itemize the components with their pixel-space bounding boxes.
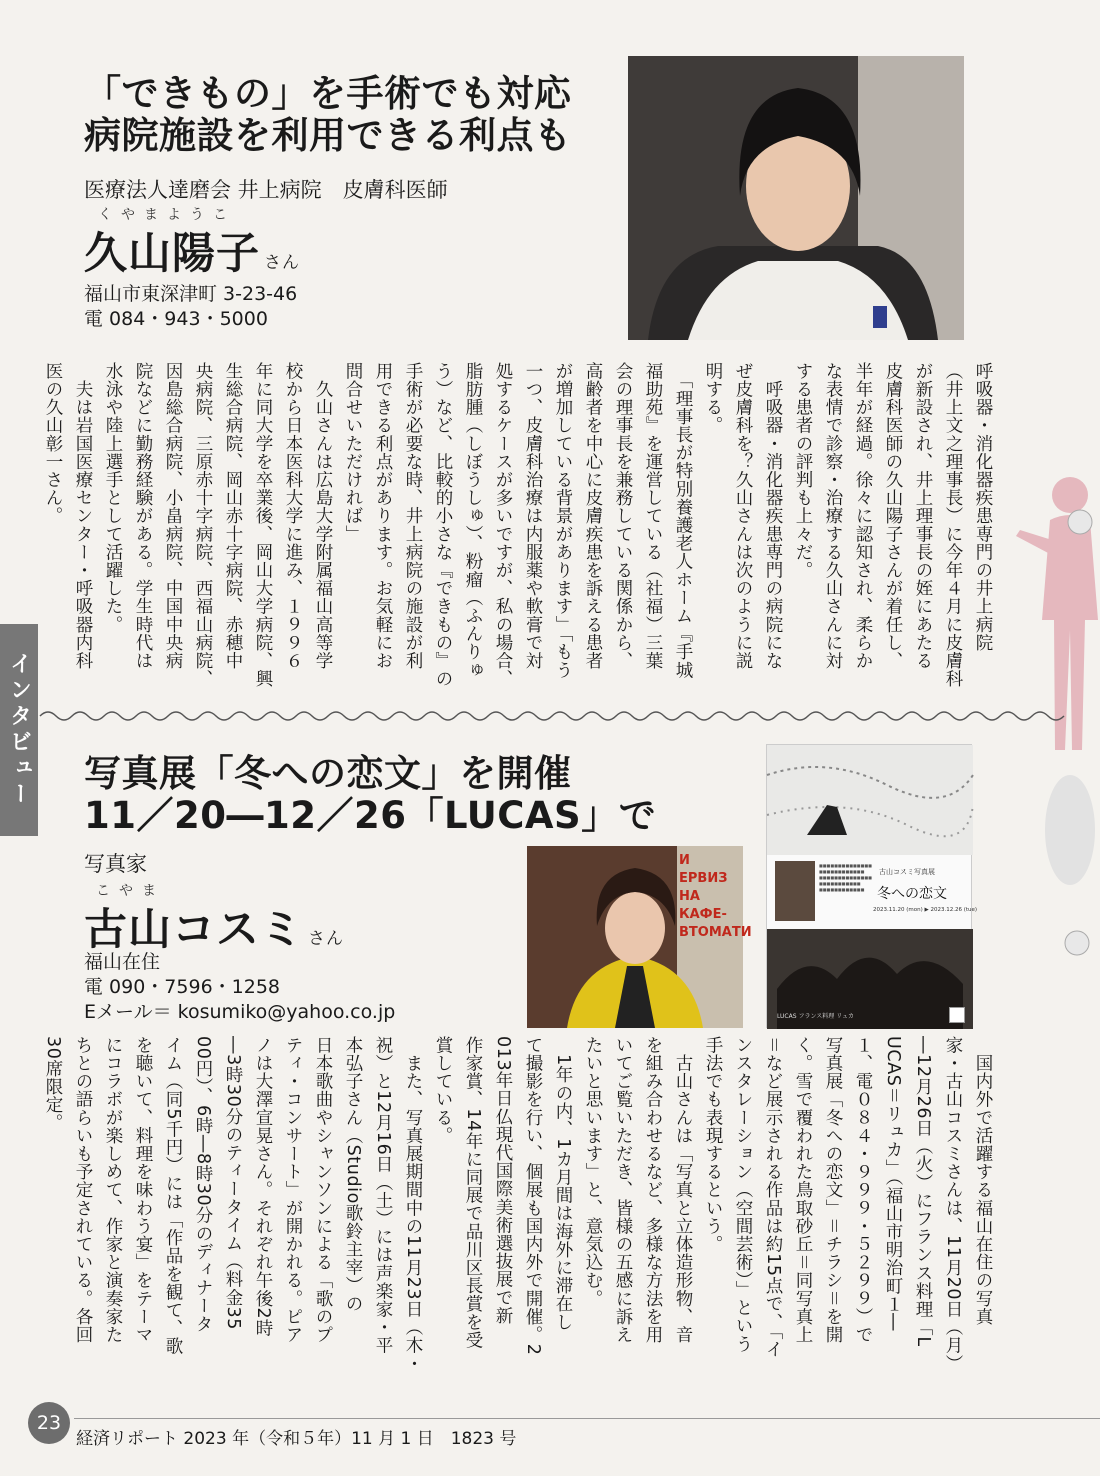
article2-name-ruby: こやま xyxy=(96,883,165,899)
article2-phone: 電 090・7596・1258 xyxy=(84,976,281,998)
article1-role: 医療法人達磨会 井上病院 皮膚科医師 xyxy=(84,178,448,202)
article1-address: 福山市東深津町 3-23-46 xyxy=(84,283,298,305)
section-tab-interview: インタビュー xyxy=(0,624,38,836)
article1-name-ruby: くやまようこ xyxy=(98,207,236,223)
photo-background-sign: И ЕРВИЗ НА КАФЕ- ВТОМАТИ xyxy=(679,853,752,940)
article2-headline-line1: 写真展「冬への恋文」を開催 xyxy=(84,752,572,795)
flyer-fine-print: ■■■■■■■■■■■■■■ ■■■■■■■■■■■■ ■■■■■■■■■■■■■■ ■■■■■■■■■■■ ■■■■■■■■■■■■ xyxy=(819,863,872,892)
article2-role: 写真家 xyxy=(84,852,147,876)
exhibition-flyer xyxy=(766,744,978,1028)
flyer-subtitle: 古山コスミ写真展 xyxy=(879,868,935,876)
article1-body-text: 呼吸器・消化器疾患専門の井上病院 （井上文之理事長）に今年４月に皮膚科 が新設され、井上理事長の姪にあたる 皮膚科医師の久山陽子さんが着任し、 半年が経過。徐々に認知され、柔らか な表情で診察・治療する久山さんに対 する患者の評判も上々だ。 呼吸器・消化器疾患専門の病院にな ぜ皮膚科を？久山さんは次のように説 明する。 「理事長が特別養護老人ホーム『手城 福助苑』を運営している（社福）三葉 会の理事長を兼務している関係から、 高齢者を中心に皮膚疾患を訴える患者 が増加している背景があります」「もう 一つ、皮膚科治療は内服薬や軟膏で対 処するケースが多いですが、私の場合、 脂肪腫（しぼうしゅ）、粉瘤（ふんりゅ う）など、比較的小さな『できもの』の 手術が必要な時、井上病院の施設が利 用できる利点があります。お気軽にお 問合せいただければ」 久山さんは広島大学附属福山高等学 校から日本医科大学に進み、１９９６ 年に同大学を卒業後、岡山大学病院、興 生総合病院、岡山赤十字病院、赤穂中 央病院、三原赤十字病院、西福山病院、 因島総合病院、小畠病院、中国中央病 院などに勤務経験がある。学生時代は 水泳や陸上選手として活躍した。 夫は岩国医療センター・呼吸器内科 医の久山彰一さん。 xyxy=(43,362,993,688)
article2-name-text: 古山コスミ xyxy=(84,905,304,955)
photographer-portrait-photo xyxy=(527,846,752,1028)
article1-honorific: さん xyxy=(264,253,300,273)
flyer-qr-code xyxy=(949,1007,965,1023)
doctor-portrait-photo xyxy=(628,56,964,340)
section-divider xyxy=(40,704,1070,728)
article1-headline-line2: 病院施設を利用できる利点も xyxy=(84,114,572,157)
shadow-decoration xyxy=(1030,770,1100,890)
article1-name-text: 久山陽子 xyxy=(84,229,260,279)
article2-body-text: 国内外で活躍する福山在住の写真 家・古山コスミさんは、11月20日（月） ―12月26日（火）にフランス料理「L UCAS＝リュカ」（福山市明治町１― １、電０８４・９９９・５２９９）で 写真展「冬への恋文」＝チラシ＝を開 く。雪で覆われた鳥取砂丘＝同写真上 ＝など展示される作品は約15点で、「イ ンスタレーション（空間芸術）」という 手法でも表現するという。 古山さんは「写真と立体造形物、音 を組み合わせるなど、多様な方法を用 いてご覧いただき、皆様の五感に訴え たいと思います」と、意気込む。 1年の内、1カ月間は海外に滞在し て撮影を行い、個展も国内外で開催。2 013年日仏現代国際美術選抜展で新 作家賞、14年に同展で品川区長賞を受 賞している。 また、写真展期間中の11月23日（木・ 祝）と12月16日（土）には声楽家・平 本弘子さん（Studio歌鈴主宰）の 日本歌曲やシャンソンによる「歌のプ ティ・コンサート」が開かれる。ピア ノは大澤宣晃さん。それぞれ午後2時 ―3時30分のティータイム（料金35 00円）、6時―8時30分のディナータ イム（同5千円）には「作品を観て、歌 を聴いて、料理を味わう宴」をテーマ にコラボが楽しめて、作家と演奏家た ちとの語らいも予定されている。各回 30席限定。 xyxy=(43,1036,993,1373)
flyer-small-photo xyxy=(775,861,815,921)
article2-address: 福山在住 xyxy=(84,951,161,973)
article2-honorific: さん xyxy=(308,929,344,949)
flyer-venue: LUCAS フランス料理 リュカ xyxy=(777,1013,854,1020)
footer-rule xyxy=(74,1418,1100,1419)
flyer-snow-dune-photo xyxy=(767,745,973,855)
article2-headline-line2: 11／20―12／26「LUCAS」で xyxy=(84,794,657,837)
pin-decoration xyxy=(1062,928,1092,958)
article2-person-name xyxy=(84,896,344,957)
article2-email: Eメール＝ kosumiko@yahoo.co.jp xyxy=(84,1001,396,1023)
page-number: 23 xyxy=(28,1402,70,1444)
article1-person-name xyxy=(84,220,300,281)
footer-publication: 経済リポート 2023 年（令和５年）11 月 1 日 1823 号 xyxy=(76,1429,517,1449)
article1-phone: 電 084・943・5000 xyxy=(84,308,268,330)
article1-headline-line1: 「できもの」を手術でも対応 xyxy=(84,72,572,115)
flyer-title: 冬への恋文 xyxy=(877,886,947,902)
flyer-dates: 2023.11.20 (mon) ▶ 2023.12.26 (tue) xyxy=(873,907,978,913)
